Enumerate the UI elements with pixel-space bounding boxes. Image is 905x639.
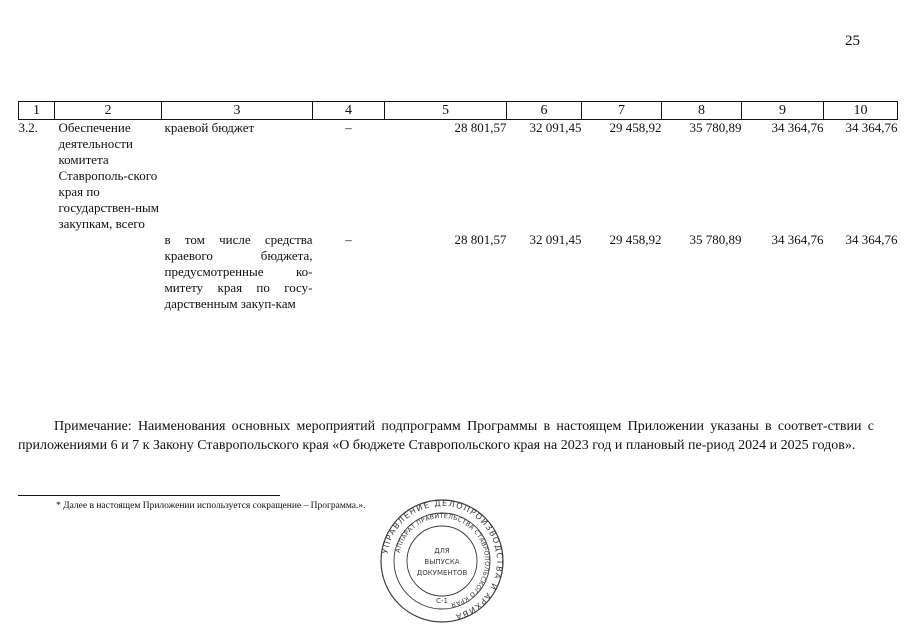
value-2023: 28 801,57 — [454, 120, 507, 135]
table-row — [19, 232, 898, 312]
col-header-1: 1 — [19, 102, 55, 120]
table-row — [19, 120, 898, 233]
stamp-line-3: ДОКУМЕНТОВ — [416, 569, 468, 577]
stamp-line-2: ВЫПУСКА — [424, 558, 460, 566]
col-header-2: 2 — [55, 102, 162, 120]
value-col7: 29 458,92 — [609, 120, 662, 135]
stamp-code: С-1 — [436, 597, 448, 605]
value-col8: 35 780,89 — [689, 232, 742, 247]
col-header-6: 6 — [507, 102, 582, 120]
value-col7: 29 458,92 — [609, 232, 662, 247]
note-paragraph: Примечание: Наименования основных мероприятий подпрограмм Программы в настоящем Приложении указаны в соответ-ствии с приложениями 6 и 7 к Закону Ставропольского края «О бюджете Ставропольского края на 2023 год и плановый пе-риод 2024 и 2025 годов». — [18, 419, 874, 453]
value-col9: 34 364,76 — [771, 232, 824, 247]
col-header-9: 9 — [742, 102, 824, 120]
footnote-divider — [18, 495, 280, 496]
activity-name — [55, 120, 162, 233]
page-number: 25 — [845, 33, 860, 49]
row-number — [19, 232, 55, 312]
funding-source — [162, 120, 313, 233]
col4-value: – — [345, 120, 352, 135]
value-col6: 32 091,45 — [529, 120, 582, 135]
stamp-line-1: ДЛЯ — [434, 547, 450, 555]
col-header-3: 3 — [162, 102, 313, 120]
value-col10: 34 364,76 — [845, 232, 898, 247]
funding-source-text: в том числе средства краевого бюджета, предусмотренные ко-митету края по госу-дарственным закуп-кам — [164, 232, 313, 311]
row-number: 3.2. — [18, 120, 38, 135]
table-header-row — [19, 102, 898, 120]
value-col10: 34 364,76 — [845, 120, 898, 135]
activity-name-text: Обеспечение деятельности комитета Ставрополь-ского края по государствен-ным закупкам, всего — [58, 120, 159, 231]
col-header-5: 5 — [385, 102, 507, 120]
footnote-text: * Далее в настоящем Приложении используется сокращение – Программа.». — [56, 501, 366, 511]
col-header-4: 4 — [313, 102, 385, 120]
value-col6: 32 091,45 — [529, 232, 582, 247]
value-col9: 34 364,76 — [771, 120, 824, 135]
value-col5: 28 801,57 — [454, 232, 507, 247]
col-header-10: 10 — [824, 102, 898, 120]
col4-value: – — [345, 232, 352, 247]
funding-source — [162, 232, 313, 312]
col-header-8: 8 — [662, 102, 742, 120]
col-header-7: 7 — [582, 102, 662, 120]
activity-name — [55, 232, 162, 312]
official-stamp — [380, 499, 504, 623]
budget-table — [18, 101, 898, 312]
stamp-outer-text: УПРАВЛЕНИЕ ДЕЛОПРОИЗВОДСТВА И АРХИВА — [380, 499, 504, 622]
value-col8: 35 780,89 — [689, 120, 742, 135]
stamp-inner-text: АППАРАТ ПРАВИТЕЛЬСТВА СТАВРОПОЛЬСКОГО КРАЯ — [394, 512, 491, 609]
funding-source-text: краевой бюджет — [164, 120, 255, 135]
